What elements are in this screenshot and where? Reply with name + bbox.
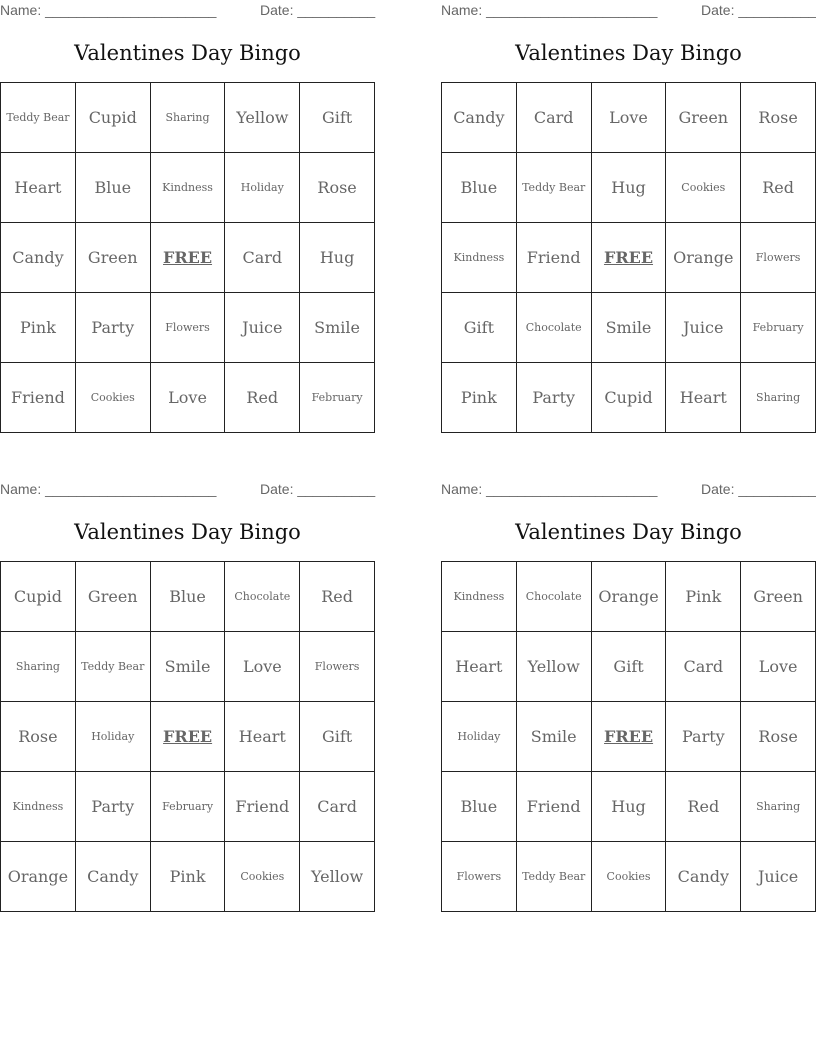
bingo-cell: Cookies: [225, 842, 300, 912]
bingo-cell: Sharing: [1, 632, 76, 702]
bingo-cell: Love: [591, 83, 666, 153]
bingo-cell: Party: [75, 293, 150, 363]
bingo-cell: Love: [741, 632, 816, 702]
bingo-cell: Yellow: [516, 632, 591, 702]
grid-row: [1, 363, 375, 433]
card-title: Valentines Day Bingo: [74, 41, 301, 65]
bingo-cell: Pink: [442, 363, 517, 433]
bingo-cell: Flowers: [300, 632, 375, 702]
bingo-cell: Smile: [300, 293, 375, 363]
bingo-card-1: [0, 0, 376, 407]
grid-row: [442, 702, 816, 772]
bingo-cell: Party: [666, 702, 741, 772]
bingo-cell: Friend: [516, 223, 591, 293]
bingo-cell: Teddy Bear: [1, 83, 76, 153]
grid-row: [1, 562, 375, 632]
grid-row: [1, 842, 375, 912]
bingo-cell: Smile: [150, 632, 225, 702]
bingo-cell: Holiday: [225, 153, 300, 223]
bingo-cell: Gift: [442, 293, 517, 363]
bingo-cell: Gift: [300, 83, 375, 153]
bingo-cell: Candy: [75, 842, 150, 912]
bingo-cell: Card: [516, 83, 591, 153]
name-field-label: Name: ______________________: [441, 2, 658, 18]
free-space-cell: FREE: [591, 702, 666, 772]
bingo-card-3: [0, 479, 376, 886]
bingo-cell: Hug: [300, 223, 375, 293]
bingo-card-2: [441, 0, 816, 407]
bingo-cell: Chocolate: [516, 562, 591, 632]
grid-row: [442, 562, 816, 632]
bingo-cell: Love: [225, 632, 300, 702]
card-header: [0, 479, 375, 501]
card-title: Valentines Day Bingo: [515, 520, 742, 544]
bingo-cell: Heart: [666, 363, 741, 433]
free-space-cell: FREE: [591, 223, 666, 293]
bingo-cell: Blue: [75, 153, 150, 223]
bingo-cell: Hug: [591, 772, 666, 842]
bingo-cell: Friend: [516, 772, 591, 842]
grid-row: [1, 702, 375, 772]
card-header: [441, 0, 816, 22]
grid-row: [1, 772, 375, 842]
grid-row: [1, 632, 375, 702]
bingo-cell: Sharing: [150, 83, 225, 153]
bingo-cell: Pink: [150, 842, 225, 912]
bingo-cell: Juice: [666, 293, 741, 363]
grid-row: [442, 83, 816, 153]
free-space-cell: FREE: [150, 223, 225, 293]
grid-row: [442, 363, 816, 433]
bingo-cell: Gift: [300, 702, 375, 772]
bingo-cell: Friend: [225, 772, 300, 842]
bingo-cell: Green: [741, 562, 816, 632]
bingo-cell: Blue: [442, 153, 517, 223]
name-field-label: Name: ______________________: [0, 481, 217, 497]
bingo-cell: Rose: [300, 153, 375, 223]
bingo-cell: Cupid: [75, 83, 150, 153]
bingo-cell: Chocolate: [225, 562, 300, 632]
bingo-cell: Kindness: [442, 223, 517, 293]
bingo-cell: Pink: [1, 293, 76, 363]
bingo-cell: Cupid: [1, 562, 76, 632]
bingo-cell: Kindness: [150, 153, 225, 223]
bingo-cell: Candy: [1, 223, 76, 293]
bingo-cell: Red: [741, 153, 816, 223]
bingo-cell: Chocolate: [516, 293, 591, 363]
bingo-cell: Holiday: [75, 702, 150, 772]
bingo-cell: Rose: [741, 83, 816, 153]
bingo-cell: Holiday: [442, 702, 517, 772]
bingo-cell: Sharing: [741, 363, 816, 433]
bingo-card-4: [441, 479, 816, 886]
grid-row: [442, 772, 816, 842]
grid-row: [442, 293, 816, 363]
bingo-cell: Smile: [591, 293, 666, 363]
bingo-cell: Red: [666, 772, 741, 842]
bingo-cell: Party: [516, 363, 591, 433]
bingo-cell: Juice: [741, 842, 816, 912]
bingo-grid: [441, 561, 816, 912]
bingo-cell: Candy: [442, 83, 517, 153]
grid-row: [442, 223, 816, 293]
bingo-cell: Card: [300, 772, 375, 842]
bingo-cell: Candy: [666, 842, 741, 912]
bingo-cell: Smile: [516, 702, 591, 772]
bingo-cell: Love: [150, 363, 225, 433]
bingo-cell: Blue: [442, 772, 517, 842]
bingo-cell: Orange: [591, 562, 666, 632]
grid-row: [1, 223, 375, 293]
grid-row: [442, 842, 816, 912]
bingo-cell: Sharing: [741, 772, 816, 842]
grid-row: [442, 632, 816, 702]
bingo-grid: [0, 82, 375, 433]
bingo-cell: Green: [75, 223, 150, 293]
bingo-grid: [441, 82, 816, 433]
bingo-cell: Card: [225, 223, 300, 293]
bingo-cell: Flowers: [150, 293, 225, 363]
bingo-cell: Yellow: [225, 83, 300, 153]
date-field-label: Date: __________: [701, 2, 816, 18]
date-field-label: Date: __________: [701, 481, 816, 497]
bingo-cell: Cookies: [591, 842, 666, 912]
bingo-cell: Heart: [1, 153, 76, 223]
bingo-cell: Kindness: [1, 772, 76, 842]
bingo-cell: Teddy Bear: [75, 632, 150, 702]
bingo-cell: Yellow: [300, 842, 375, 912]
card-title: Valentines Day Bingo: [74, 520, 301, 544]
card-header: [0, 0, 375, 22]
bingo-cell: Hug: [591, 153, 666, 223]
bingo-cell: February: [741, 293, 816, 363]
free-space-cell: FREE: [150, 702, 225, 772]
name-field-label: Name: ______________________: [0, 2, 217, 18]
bingo-cell: Heart: [225, 702, 300, 772]
name-field-label: Name: ______________________: [441, 481, 658, 497]
bingo-cell: Flowers: [442, 842, 517, 912]
bingo-cell: Teddy Bear: [516, 842, 591, 912]
bingo-cell: Rose: [1, 702, 76, 772]
bingo-cell: February: [150, 772, 225, 842]
grid-row: [442, 153, 816, 223]
bingo-cell: Friend: [1, 363, 76, 433]
grid-row: [1, 293, 375, 363]
bingo-cell: Card: [666, 632, 741, 702]
bingo-cell: Flowers: [741, 223, 816, 293]
bingo-cell: Gift: [591, 632, 666, 702]
bingo-cell: Cookies: [75, 363, 150, 433]
date-field-label: Date: __________: [260, 2, 376, 18]
bingo-cell: Heart: [442, 632, 517, 702]
bingo-cell: Red: [225, 363, 300, 433]
card-title: Valentines Day Bingo: [515, 41, 742, 65]
bingo-cell: Teddy Bear: [516, 153, 591, 223]
date-field-label: Date: __________: [260, 481, 376, 497]
card-header: [441, 479, 816, 501]
bingo-cell: Blue: [150, 562, 225, 632]
bingo-cell: Orange: [1, 842, 76, 912]
bingo-cell: Juice: [225, 293, 300, 363]
bingo-cell: Green: [75, 562, 150, 632]
bingo-cell: Green: [666, 83, 741, 153]
grid-row: [1, 83, 375, 153]
bingo-cell: Pink: [666, 562, 741, 632]
bingo-cell: Red: [300, 562, 375, 632]
bingo-cell: Rose: [741, 702, 816, 772]
bingo-cell: Orange: [666, 223, 741, 293]
bingo-cell: Kindness: [442, 562, 517, 632]
bingo-cell: Cupid: [591, 363, 666, 433]
grid-row: [1, 153, 375, 223]
bingo-cell: February: [300, 363, 375, 433]
bingo-grid: [0, 561, 375, 912]
bingo-cell: Cookies: [666, 153, 741, 223]
bingo-cell: Party: [75, 772, 150, 842]
